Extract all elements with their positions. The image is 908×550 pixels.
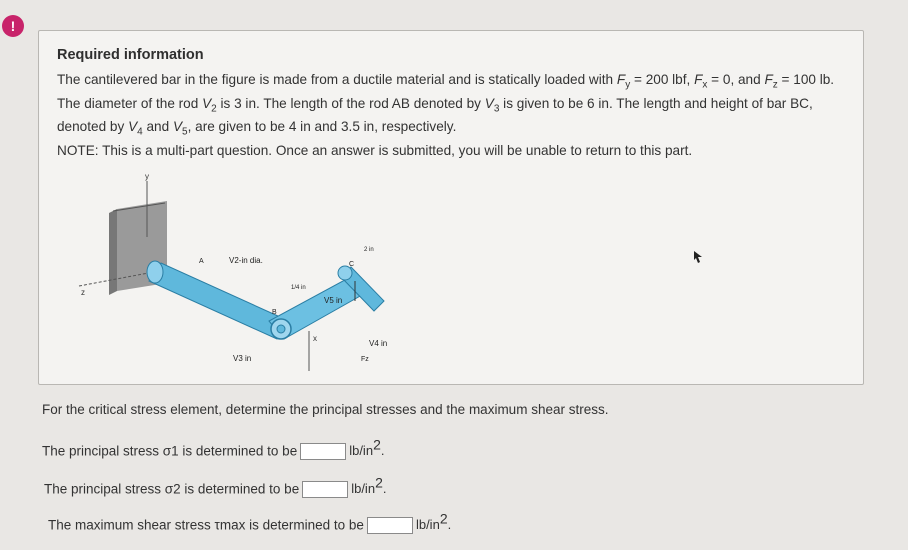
label-quarter-in: 1/4 in (291, 285, 306, 291)
unit-punct: . (382, 481, 387, 497)
x-axis-label: x (313, 334, 317, 343)
label-2in: 2 in (364, 247, 374, 253)
v5-sub: 5 (182, 127, 188, 139)
z-axis-label: z (81, 288, 85, 297)
text-part: is 3 in. The length of the rod AB denoted by (216, 95, 485, 111)
unit-punct: . (447, 517, 452, 533)
text-part: , are given to be 4 in and 3.5 in, respectively. (187, 119, 457, 135)
sigma2-input[interactable] (302, 481, 348, 498)
answer-row-taumax (48, 511, 451, 534)
text-part: and (142, 119, 173, 135)
label-v4: V4 in (369, 339, 388, 348)
sigma1-label: The principal stress σ1 is determined to be (42, 443, 298, 459)
text-part: = 0, and (707, 72, 765, 87)
joint-c (338, 266, 352, 280)
rod-ab (149, 263, 289, 339)
alert-icon: ! (2, 15, 24, 37)
taumax-label: The maximum shear stress τmax is determined to be (48, 517, 364, 533)
v2-symbol: V (202, 95, 212, 111)
v3-symbol: V (484, 95, 494, 111)
fx-symbol: F (694, 72, 703, 87)
text-part: = 100 lb. The diameter of the rod (57, 72, 835, 111)
mouse-cursor-icon (694, 251, 704, 263)
answer-row-sigma2 (44, 475, 386, 498)
rod-end-a (147, 261, 163, 283)
fz-sub: z (772, 79, 778, 91)
v5-symbol: V (172, 119, 183, 135)
unit-text: lb/in (415, 517, 440, 533)
label-fz: Fz (361, 356, 369, 363)
wall-side (109, 209, 117, 295)
note-text: NOTE: This is a multi-part question. Once an answer is submitted, you will be unable to return to this part. (57, 143, 693, 159)
unit-text: lb/in (351, 481, 376, 497)
y-axis-label: y (145, 172, 149, 181)
label-c: C (349, 261, 355, 268)
label-v5: V5 in (324, 296, 343, 305)
label-diameter: V2-in dia. (229, 256, 263, 265)
unit-punct: . (380, 443, 385, 459)
text-part: = 200 lbf, (630, 72, 695, 87)
text-part: is given to be 6 in. The length and height of bar BC, denoted by (57, 95, 813, 135)
text-part: The cantilevered bar in the figure is made from a ductile material and is statically loaded with (57, 72, 617, 87)
taumax-unit (415, 511, 452, 533)
sigma2-label: The principal stress σ2 is determined to be (44, 481, 300, 497)
sigma2-unit (351, 475, 387, 497)
cantilever-figure (79, 171, 388, 371)
fy-symbol: F (616, 72, 626, 87)
taumax-input[interactable] (367, 517, 413, 534)
sigma1-input[interactable] (300, 443, 346, 460)
fx-sub: x (702, 79, 708, 91)
v4-sub: 4 (137, 127, 143, 139)
label-b: B (272, 309, 277, 316)
label-v3: V3 in (233, 354, 252, 363)
problem-statement (57, 71, 847, 160)
v4-symbol: V (128, 119, 138, 135)
question-prompt: For the critical stress element, determine the principal stresses and the maximum shear stress. (42, 402, 609, 417)
required-info-card (38, 30, 864, 385)
answer-row-sigma1 (42, 437, 384, 460)
required-info-title: Required information (57, 47, 204, 63)
fy-sub: y (625, 79, 631, 91)
unit-exp: 2 (373, 437, 381, 453)
fz-symbol: F (764, 72, 773, 87)
v2-sub: 2 (211, 103, 217, 115)
sigma1-unit (349, 437, 385, 459)
unit-text: lb/in (349, 443, 374, 459)
unit-exp: 2 (375, 475, 383, 491)
joint-b-hole (277, 325, 285, 333)
v3-sub: 3 (493, 103, 500, 115)
label-a: A (199, 258, 204, 265)
unit-exp: 2 (439, 511, 448, 527)
